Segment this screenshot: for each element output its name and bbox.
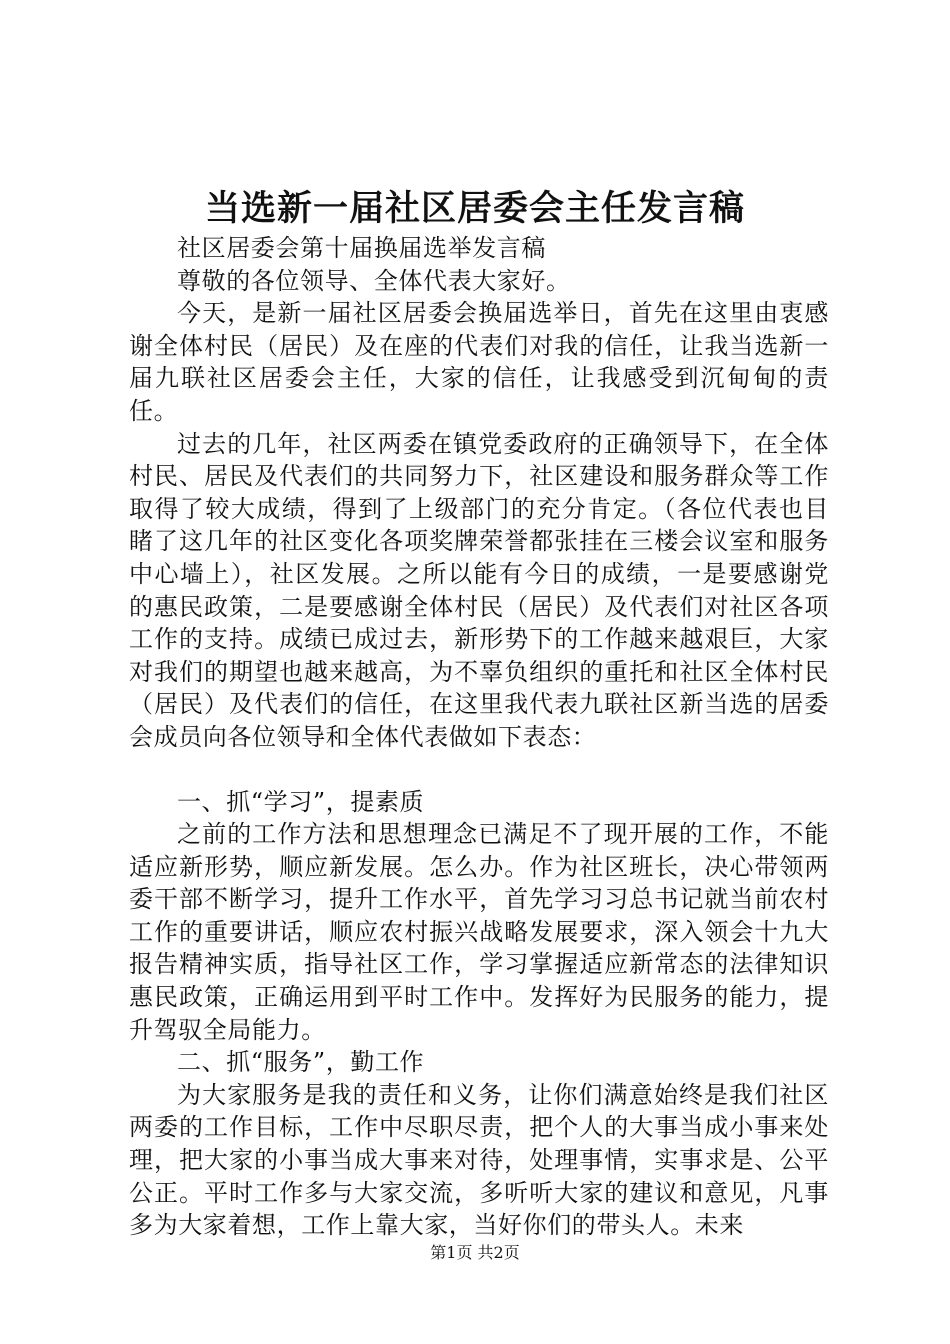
body-paragraph: 过去的几年，社区两委在镇党委政府的正确领导下，在全体村民、居民及代表们的共同努力下，社区建设和服务群众等工作取得了较大成绩，得到了上级部门的充分肯定。（各位代表也目睹了这几年的社区变化各项奖牌荣誉都张挂在三楼会议室和服务中心墙上），社区发展。之所以能有今日的成绩，一是要感谢党的惠民政策，二是要感谢全体村民（居民）及代表们对社区各项工作的支持。成绩已成过去，新形势下的工作越来越艰巨，大家对我们的期望也越来越高，为不辜负组织的重托和社区全体村民（居民）及代表们的信任，在这里我代表九联社区新当选的居委会成员向各位领导和全体代表做如下表态： (129, 429, 829, 751)
section-heading: 一、抓“学习”，提素质 (177, 787, 425, 816)
document-body (129, 232, 829, 1242)
section-heading: 二、抓“服务”，勤工作 (177, 1048, 425, 1077)
document-title: 当选新一届社区居委会主任发言稿 (204, 188, 745, 229)
subtitle-paragraph: 社区居委会第十届换届选举发言稿 (177, 234, 546, 262)
greeting-paragraph: 尊敬的各位领导、全体代表大家好。 (177, 266, 571, 295)
body-paragraph: 今天，是新一届社区居委会换届选举日，首先在这里由衷感谢全体村民（居民）及在座的代表们对我的信任，让我当选新一届九联社区居委会主任，大家的信任，让我感受到沉甸甸的责任。 (129, 299, 829, 425)
body-paragraph: 之前的工作方法和思想理念已满足不了现开展的工作，不能适应新形势，顺应新发展。怎么办。作为社区班长，决心带领两委干部不断学习，提升工作水平，首先学习习总书记就当前农村工作的重要讲话，顺应农村振兴战略发展要求，深入领会十九大报告精神实质，指导社区工作，学习掌握适应新常态的法律知识惠民政策，正确运用到平时工作中。发挥好为民服务的能力，提升驾驭全局能力。 (129, 820, 829, 1044)
body-paragraph: 为大家服务是我的责任和义务，让你们满意始终是我们社区两委的工作目标，工作中尽职尽责，把个人的大事当成小事来处理，把大家的小事当成大事来对待，处理事情，实事求是、公平公正。平时工作多与大家交流，多听听大家的建议和意见，凡事多为大家着想，工作上靠大家，当好你们的带头人。未来 (129, 1080, 829, 1240)
page-number-footer: 第1页 共2页 (430, 1243, 520, 1262)
